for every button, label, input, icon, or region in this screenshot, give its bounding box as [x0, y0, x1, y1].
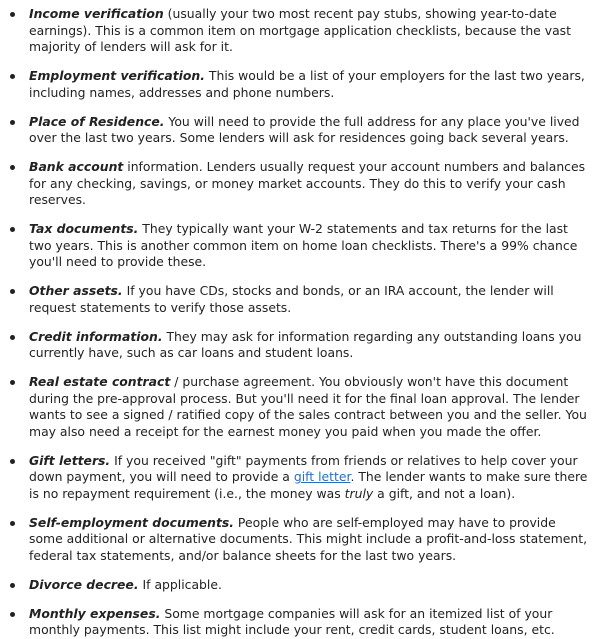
bullet-icon — [10, 289, 15, 294]
item-text: If you have CDs, stocks and bonds, or an IRA account, the lender will request statements to verify those assets. — [29, 283, 554, 315]
item-text: If applicable. — [138, 576, 222, 592]
list-item — [0, 453, 594, 503]
list-item — [0, 68, 594, 101]
bullet-icon — [10, 612, 15, 617]
item-text: . The lender wants to make sure there is no repayment requirement (i.e., the money was — [29, 469, 588, 501]
item-text: They may ask for information regarding any outstanding loans you currently have, such as car loans and student loans. — [29, 328, 582, 360]
item-term: Income verification — [29, 6, 164, 21]
item-term: Tax documents. — [29, 221, 139, 236]
bullet-icon — [10, 12, 15, 17]
item-term: Bank account — [29, 159, 124, 174]
list-item — [0, 114, 594, 147]
bullet-icon — [10, 459, 15, 464]
list-item — [0, 374, 594, 440]
mortgage-document-checklist — [0, 6, 594, 639]
list-item — [0, 577, 594, 594]
bullet-icon — [10, 583, 15, 588]
item-term: Credit information. — [29, 328, 163, 344]
item-emphasis: truly — [344, 485, 374, 501]
item-term: Place of Residence. — [29, 113, 165, 129]
list-item — [0, 515, 594, 565]
item-term: Employment verification. — [29, 68, 205, 83]
item-text: (usually your two most recent pay stubs, showing year-to-date earnings). This is a common item on mortgage application checklists, because the vast majority of lenders will ask for it. — [29, 6, 571, 54]
item-term: Gift letters. — [29, 452, 111, 468]
item-term: Real estate contract — [29, 374, 171, 389]
item-text: If you received "gift" payments from friends or relatives to help cover your down payment, you will need to provide a — [29, 452, 578, 484]
item-term: Monthly expenses. — [29, 605, 161, 621]
list-item — [0, 283, 594, 316]
bullet-icon — [10, 165, 15, 170]
item-text: They typically want your W-2 statements and tax returns for the last two years. This is another common item on home loan checklists. There's a 99% chance you'll need to provide these. — [29, 221, 578, 269]
list-item — [0, 6, 594, 56]
item-text: Some mortgage companies will ask for an itemized list of your monthly payments. This list might include your rent, credit cards, student loans, etc. — [29, 605, 555, 637]
item-term: Other assets. — [29, 283, 123, 298]
item-term: Divorce decree. — [29, 576, 139, 592]
bullet-icon — [10, 521, 15, 526]
list-item — [0, 159, 594, 209]
list-item — [0, 329, 594, 362]
bullet-icon — [10, 74, 15, 79]
item-text: You will need to provide the full address for any place you've lived over the last two years. Some lenders will ask for residences going back several years. — [29, 113, 580, 145]
gift-letter-link[interactable]: gift letter — [293, 469, 351, 484]
bullet-icon — [10, 227, 15, 232]
list-item — [0, 221, 594, 271]
bullet-icon — [10, 120, 15, 125]
bullet-icon — [10, 335, 15, 340]
item-text: / purchase agreement. You obviously won't have this document during the pre-approval process. But you'll need it for the final loan approval. The lender wants to see a signed / ratified copy of the sales contract between you and the seller. You may also need a receipt for the earnest money you paid when you made the offer. — [29, 374, 587, 439]
item-term: Self-employment documents. — [29, 514, 234, 530]
item-text: a gift, and not a loan). — [373, 485, 516, 501]
bullet-icon — [10, 380, 15, 385]
item-text: This would be a list of your employers for the last two years, including names, addresses and phone numbers. — [29, 68, 585, 100]
item-text: information. Lenders usually request your account numbers and balances for any checking, savings, or money market accounts. They do this to verify your cash reserves. — [29, 159, 586, 207]
item-text: People who are self-employed may have to provide some additional or alternative documents. This might include a profit-and-loss statement, federal tax statements, and/or balance sheets for the last two years. — [29, 514, 588, 563]
